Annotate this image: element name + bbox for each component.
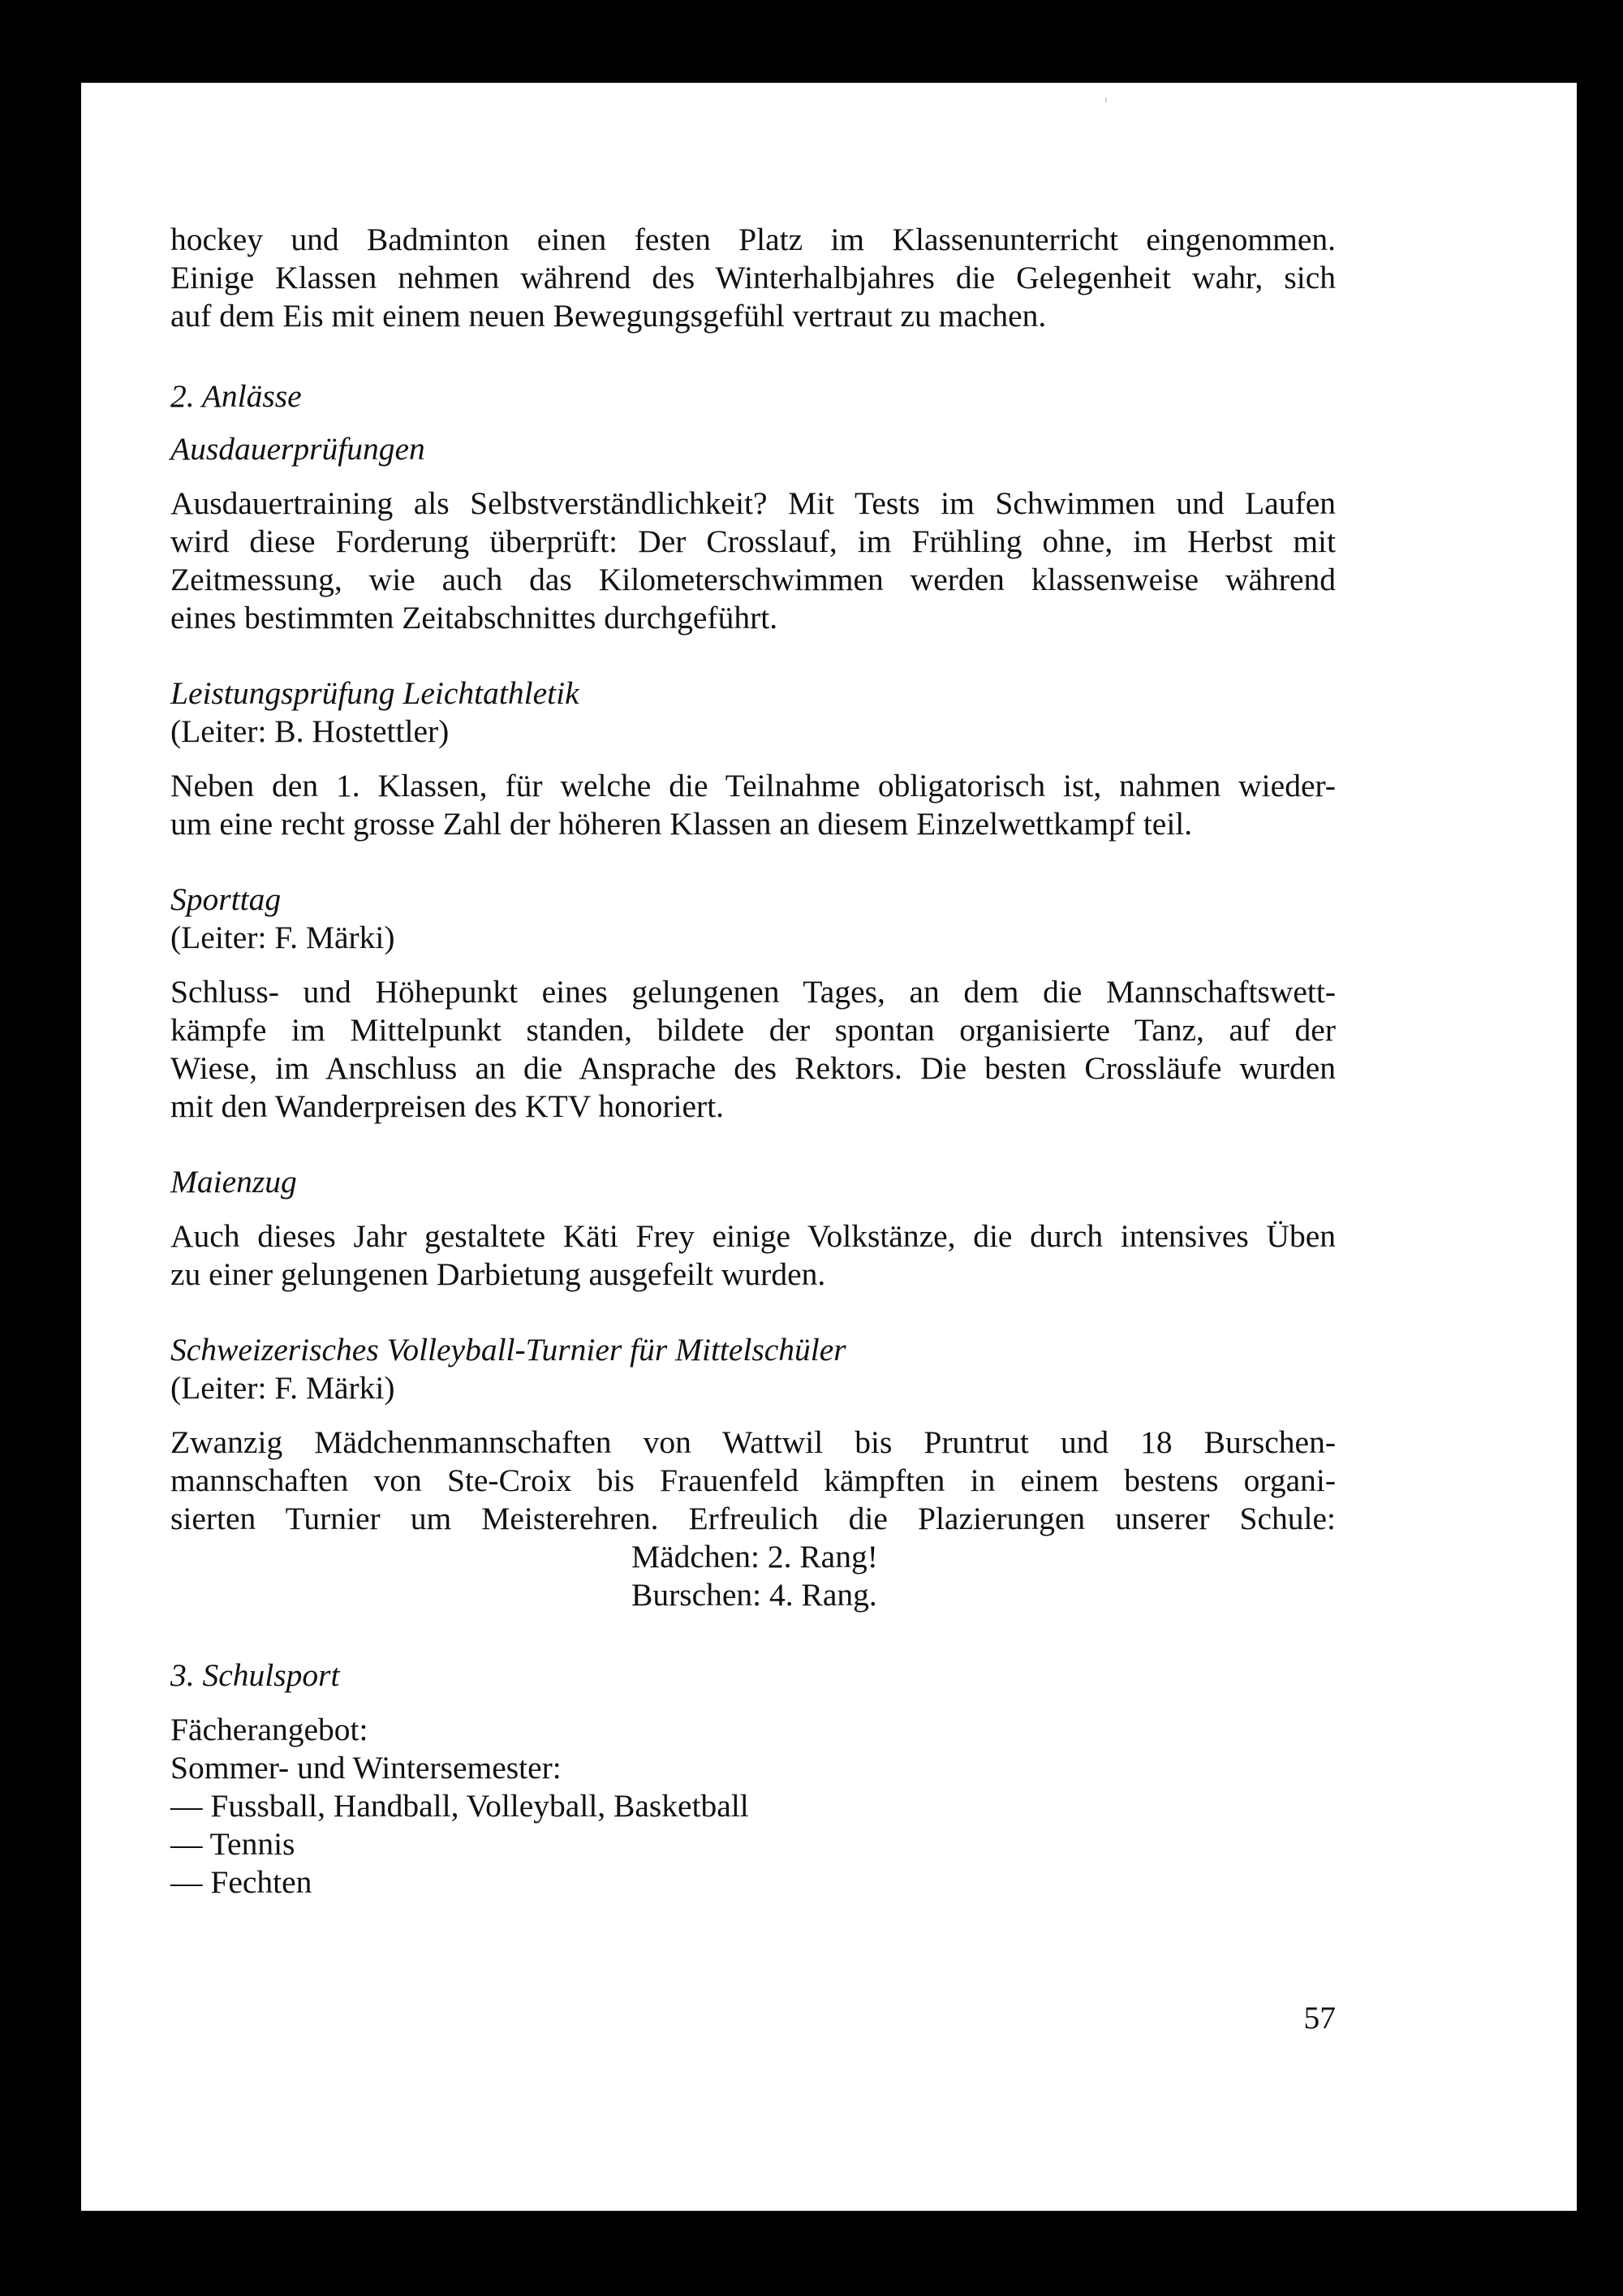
text-line: zu einer gelungenen Darbietung ausgefeilt wurden. [170, 1256, 826, 1292]
section-heading-anlaesse: 2. Anlässe [170, 378, 302, 414]
text-line: Einige Klassen nehmen während des Winterhalbjahres die Gelegenheit wahr, sich [170, 260, 1336, 295]
leader-sporttag: (Leiter: F. Märki) [170, 920, 395, 955]
text-line: mannschaften von Ste-Croix bis Frauenfeld kämpften in einem bestens organi- [170, 1462, 1336, 1498]
subheading-volleyball: Schweizerisches Volleyball-Turnier für Mittelschüler [170, 1332, 846, 1368]
text-line: Zeitmessung, wie auch das Kilometerschwimmen werden klassenweise während [170, 562, 1336, 597]
subheading-leichtathletik: Leistungsprüfung Leichtathletik [170, 675, 579, 711]
subheading-ausdauerpruefungen: Ausdauerprüfungen [170, 431, 425, 467]
text-line: eines bestimmten Zeitabschnittes durchgeführt. [170, 600, 778, 635]
text-line: mit den Wanderpreisen des KTV honoriert. [170, 1088, 725, 1124]
text-line: Wiese, im Anschluss an die Ansprache des Rektors. Die besten Crossläufe wurden [170, 1050, 1336, 1086]
text-line: hockey und Badminton einen festen Platz im Klassenunterricht eingenommen. [170, 222, 1336, 257]
list-item: — Fussball, Handball, Volleyball, Basketball [170, 1788, 749, 1824]
result-girls: Mädchen: 2. Rang! [631, 1539, 878, 1574]
leader-volleyball: (Leiter: F. Märki) [170, 1370, 395, 1406]
page-content [170, 221, 1336, 1902]
text-line: Ausdauertraining als Selbstverständlichkeit? Mit Tests im Schwimmen und Laufen [170, 485, 1336, 521]
intro-paragraph [170, 221, 1336, 335]
document-page [81, 83, 1577, 2211]
leichtathletik-paragraph [170, 767, 1336, 843]
text-line: sierten Turnier um Meisterehren. Erfreulich die Plazierungen unserer Schule: [170, 1501, 1336, 1536]
text-line: Sommer- und Wintersemester: [170, 1750, 562, 1786]
text-line: Zwanzig Mädchenmannschaften von Wattwil bis Pruntrut und 18 Burschen- [170, 1424, 1336, 1460]
maienzug-paragraph [170, 1217, 1336, 1294]
text-line: Schluss- und Höhepunkt eines gelungenen Tages, an dem die Mannschaftswett- [170, 974, 1336, 1010]
scan-artifact [1105, 97, 1107, 102]
list-item: — Fechten [170, 1864, 312, 1900]
text-line: Neben den 1. Klassen, für welche die Teilnahme obligatorisch ist, nahmen wieder- [170, 768, 1336, 803]
subheading-maienzug: Maienzug [170, 1164, 297, 1200]
leader-leichtathletik: (Leiter: B. Hostettler) [170, 713, 450, 749]
text-line: Auch dieses Jahr gestaltete Käti Frey einige Volkstänze, die durch intensives Üben [170, 1218, 1336, 1254]
list-item: — Tennis [170, 1826, 295, 1862]
page-number: 57 [1303, 2000, 1336, 2035]
text-line: kämpfe im Mittelpunkt standen, bildete der spontan organisierte Tanz, auf der [170, 1012, 1336, 1048]
text-line: um eine recht grosse Zahl der höheren Klassen an diesem Einzelwettkampf teil. [170, 806, 1193, 842]
text-line: Fächerangebot: [170, 1712, 368, 1747]
ausdauer-paragraph [170, 485, 1336, 637]
text-line: auf dem Eis mit einem neuen Bewegungsgefühl vertraut zu machen. [170, 298, 1047, 334]
subheading-sporttag: Sporttag [170, 881, 282, 917]
volleyball-paragraph [170, 1424, 1336, 1614]
text-line: wird diese Forderung überprüft: Der Crosslauf, im Frühling ohne, im Herbst mit [170, 523, 1336, 559]
sporttag-paragraph [170, 973, 1336, 1126]
schulsport-list [170, 1711, 1336, 1902]
result-boys: Burschen: 4. Rang. [631, 1577, 877, 1613]
section-heading-schulsport: 3. Schulsport [170, 1657, 340, 1693]
